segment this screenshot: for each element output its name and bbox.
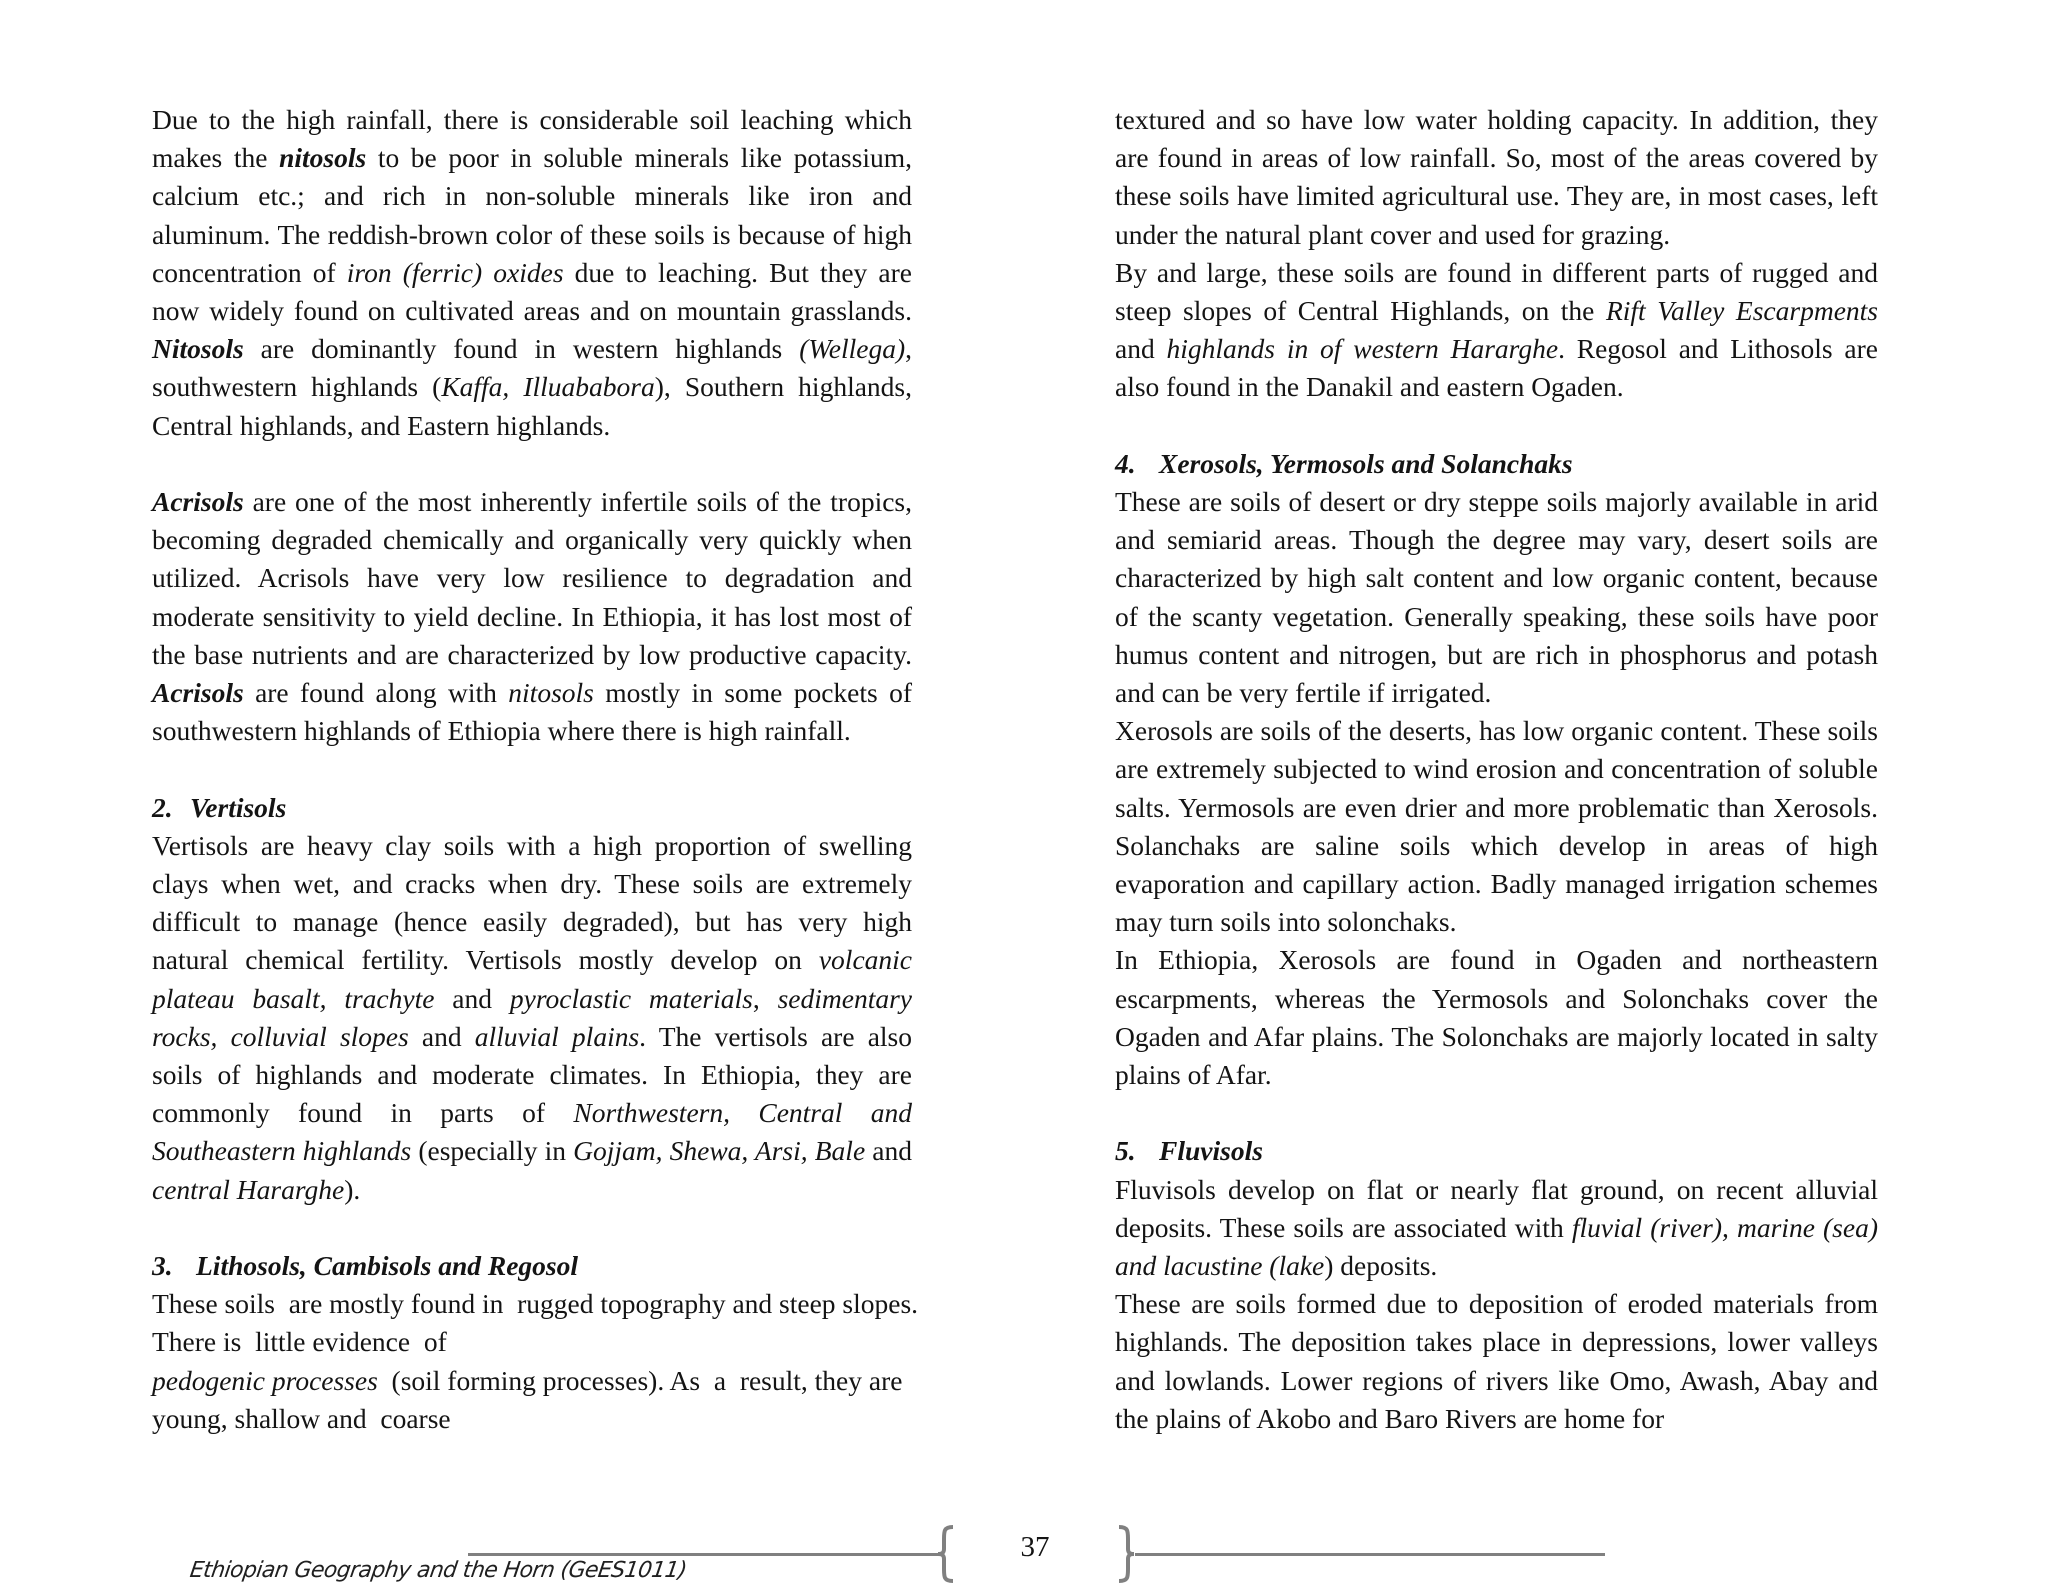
paragraph-lithosols: These soils are mostly found in rugged topography and steep slopes. There is little evidence of pedogenic processes (soil forming processes). As a result, they are young, shallow and coarse <box>152 1288 919 1434</box>
paragraph-fluvisols: Fluvisols develop on flat or nearly flat ground, on recent alluvial deposits. These soils are associated with fluvial (river), marine (sea) and lacustine (lake) deposits. <box>1115 1173 1878 1282</box>
paragraph-vertisols: Vertisols are heavy clay soils with a high proportion of swelling clays when wet, and cracks when dry. These soils are extremely difficult to manage (hence easily degraded), but has very high natural chemical fertility. Vertisols mostly develop on volcanic plateau basalt, trachyte and pyroclastic materials, sedimentary rocks, colluvial slopes and alluvial plains. The vertisols are also soils of highlands and moderate climates. In Ethiopia, they are commonly found in parts of Northwestern, Central and Southeastern highlands (especially in Gojjam, Shewa, Arsi, Bale and central Hararghe). <box>152 829 912 1205</box>
footer-rule-right <box>1135 1553 1605 1556</box>
left-column <box>152 101 919 1438</box>
heading-xerosols: 4. Xerosols, Yermosols and Solanchaks <box>1115 447 1573 479</box>
heading-fluvisols: 5. Fluvisols <box>1115 1135 1263 1167</box>
right-brace-icon <box>1115 1525 1137 1583</box>
paragraph-textured: textured and so have low water holding capacity. In addition, they are found in areas of low rainfall. So, most of the areas covered by these soils have limited agricultural use. They are, in most cases, left under the natural plant cover and used for grazing. <box>1115 104 1878 250</box>
paragraph-desert-soils: These are soils of desert or dry steppe soils majorly available in arid and semiarid areas. Though the degree may vary, desert soils are characterized by high salt content and low organic content, because of the scanty vegetation. Generally speaking, these soils have poor humus content and nitrogen, but are rich in phosphorus and potash and can be very fertile if irrigated. <box>1115 486 1878 709</box>
right-column <box>1115 101 1878 1438</box>
paragraph-xerosols-ethiopia: In Ethiopia, Xerosols are found in Ogaden and northeastern escarpments, whereas the Yermosols and Solonchaks cover the Ogaden and Afar plains. The Solonchaks are majorly located in salty plains of Afar. <box>1115 944 1878 1091</box>
paragraph-nitosols: Due to the high rainfall, there is considerable soil leaching which makes the nitosols to be poor in soluble minerals like potassium, calcium etc.; and rich in non-soluble minerals like iron and aluminum. The reddish-brown color of these soils is because of high concentration of iron (ferric) oxides due to leaching. But they are now widely found on cultivated areas and on mountain grasslands. Nitosols are dominantly found in western highlands (Wellega), southwestern highlands (Kaffa, Illuababora), Southern highlands, Central highlands, and Eastern highlands. <box>152 104 912 441</box>
footer-book-title: Ethiopian Geography and the Horn (GeES1011) <box>188 1558 689 1583</box>
heading-vertisols: 2. Vertisols <box>152 791 287 823</box>
paragraph-distribution: By and large, these soils are found in different parts of rugged and steep slopes of Central Highlands, on the Rift Valley Escarpments and highlands in of western Hararghe. Regosol and Lithosols are also found in the Danakil and eastern Ogaden. <box>1115 256 1879 403</box>
paragraph-acrisols: Acrisols are one of the most inherently infertile soils of the tropics, becoming degraded chemically and organically very quickly when utilized. Acrisols have very low resilience to degradation and moderate sensitivity to yield decline. In Ethiopia, it has lost most of the base nutrients and are characterized by low productive capacity. Acrisols are found along with nitosols mostly in some pockets of southwestern highlands of Ethiopia where there is high rainfall. <box>152 486 912 747</box>
left-brace-icon <box>935 1525 957 1583</box>
paragraph-fluvisols-deposition: These are soils formed due to deposition of eroded materials from highlands. The deposition takes place in depressions, lower valleys and lowlands. Lower regions of rivers like Omo, Awash, Abay and the plains of Akobo and Baro Rivers are home for <box>1115 1288 1878 1434</box>
heading-lithosols: 3. Lithosols, Cambisols and Regosol <box>152 1250 579 1282</box>
page-number: 37 <box>1020 1531 1050 1563</box>
footer-rule-left <box>468 1553 938 1556</box>
paragraph-xerosols: Xerosols are soils of the deserts, has low organic content. These soils are extremely subjected to wind erosion and concentration of soluble salts. Yermosols are even drier and more problematic than Xerosols. Solanchaks are saline soils which develop in areas of high evaporation and capillary action. Badly managed irrigation schemes may turn soils into solonchaks. <box>1115 715 1878 938</box>
